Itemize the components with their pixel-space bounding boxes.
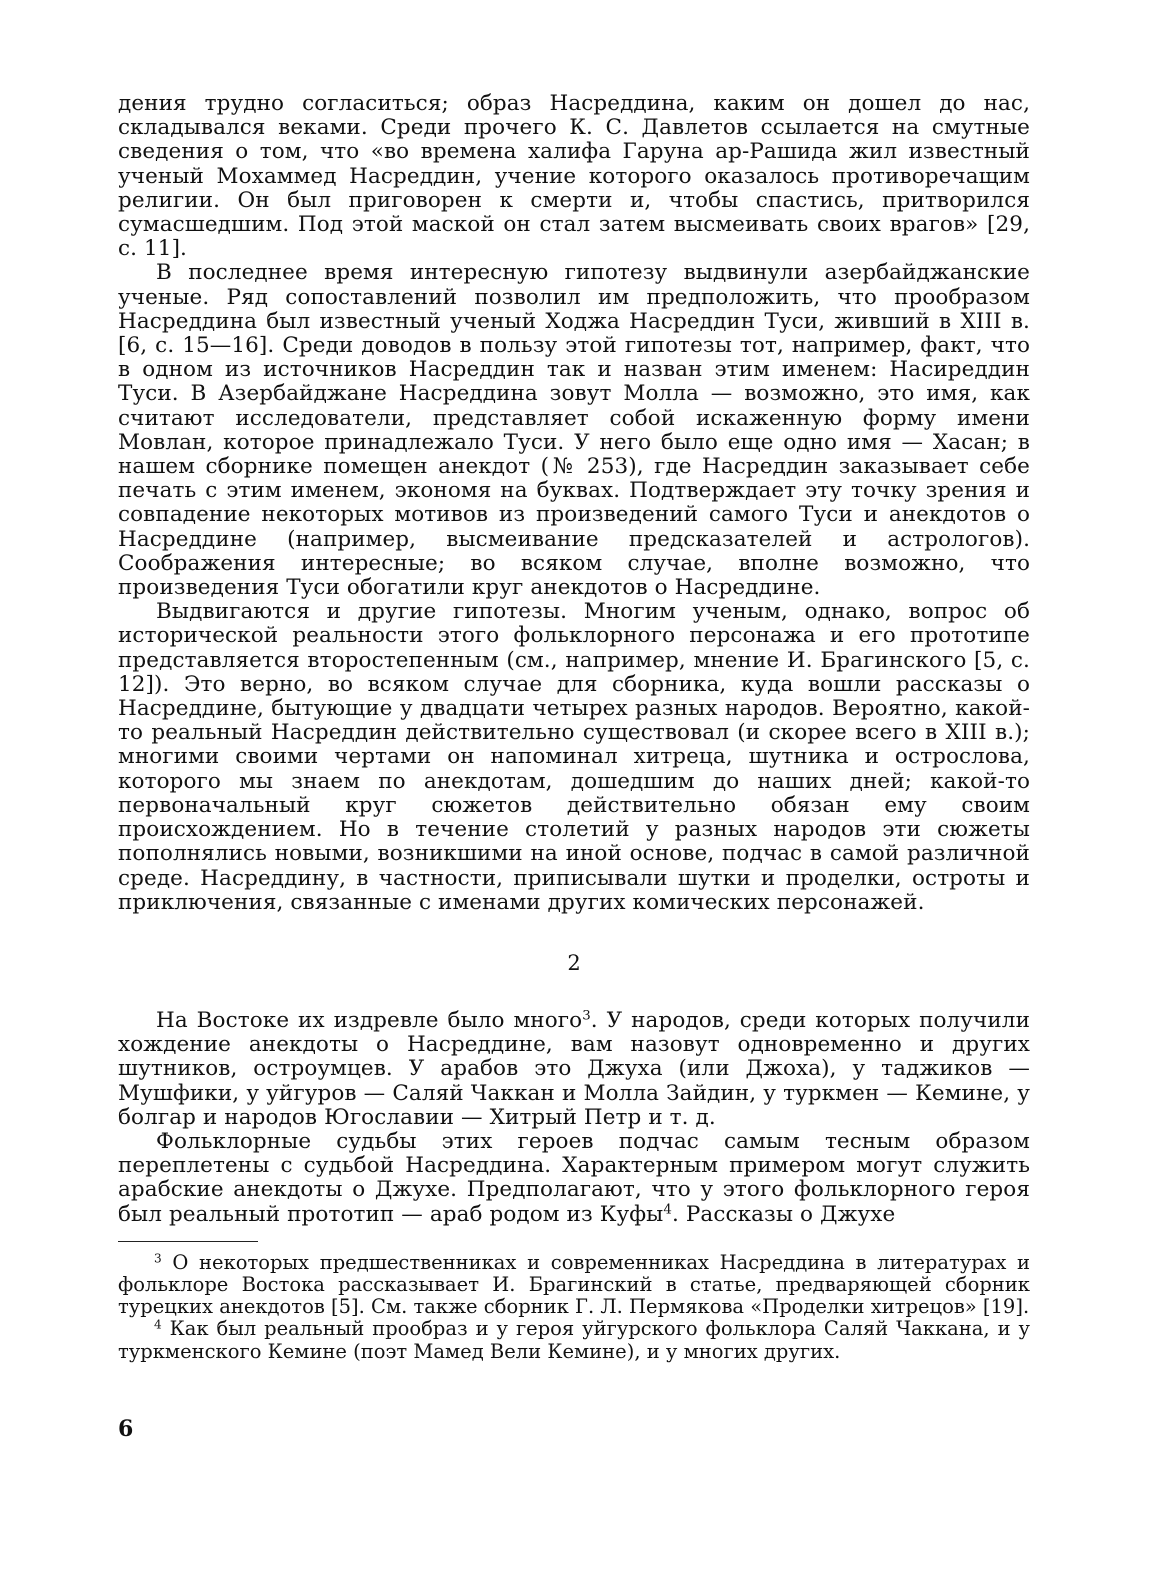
footnote-ref[interactable]: 3 xyxy=(582,1008,591,1024)
paragraph-azerbaijani-hypothesis: В последнее время интересную гипотезу выдвинули азербайджанские ученые. Ряд сопоставлений позволил им предположить, что прообразом Насреддина был известный ученый Ходжа Насреддин Туси, живший в XIII в. [6, с. 15—16]. Среди доводов в пользу этой гипотезы тот, например, факт, что в одном из источников Насреддин так и назван этим именем: Насиреддин Туси. В Азербайджане Насреддина зовут Молла — возможно, это имя, как считают исследователи, представляет собой искаженную форму имени Мовлан, которое принадлежало Туси. У него было еще одно имя — Хасан; в нашем сборнике помещен анекдот (№ 253), где Насреддин заказывает себе печать с этим именем, экономя на буквах. Подтверждает эту точку зрения и совпадение некоторых мотивов из произведений самого Туси и анекдотов о Насреддине (например, высмеивание предсказателей и астрологов). Соображения интересные; во всяком случае, вполне возможно, что произведения Туси обогатили круг анекдотов о Насреддине. xyxy=(118,260,1030,601)
page-number: 6 xyxy=(118,1416,134,1442)
section-number: 2 xyxy=(567,950,581,975)
footnote-mark: 4 xyxy=(154,1317,162,1332)
paragraph-text: На Востоке их издревле было много xyxy=(156,1007,583,1033)
paragraph-other-hypotheses: Выдвигаются и другие гипотезы. Многим ученым, однако, вопрос об исторической реальности этого фольклорного персонажа и его прототипе представляется второстепенным (см., например, мнение И. Брагинского [5, с. 12]). Это верно, во всяком случае для сборника, куда вошли рассказы о Насреддине, бытующие у двадцати четырех разных народов. Вероятно, какой-то реальный Насреддин действительно существовал (и скорее всего в XIII в.); многими своими чертами он напоминал хитреца, шутника и острослова, которого мы знаем по анекдотам, дошедшим до наших дней; какой-то первоначальный круг сюжетов действительно обязан ему своим происхождением. Но в течение столетий у разных народов эти сюжеты пополнялись новыми, возникшими на иной основе, подчас в самой различной среде. Насреддину, в частности, приписывали шутки и проделки, остроты и приключения, связанные с именами других комических персонажей. xyxy=(118,599,1030,915)
paragraph-text: . Рассказы о Джухе xyxy=(671,1201,896,1227)
paragraph-folklore-fates xyxy=(118,1130,1030,1227)
footnote-3 xyxy=(118,1252,1030,1319)
footnote-4 xyxy=(118,1318,1030,1362)
paragraph-eastern-jokers xyxy=(118,1009,1030,1130)
paragraph-continuation: дения трудно согласиться; образ Насреддина, каким он дошел до нас, складывался веками. Среди прочего К. С. Давлетов ссылается на смутные сведения о том, что «во времена халифа Гаруна ар-Рашида жил известный ученый Мохаммед Насреддин, учение которого оказалось противоречащим религии. Он был приговорен к смерти и, чтобы спастись, притворился сумасшедшим. Под этой маской он стал затем высмеивать своих врагов» [29, с. 11]. xyxy=(118,91,1030,262)
footnote-ref[interactable]: 4 xyxy=(663,1202,672,1218)
footnote-divider xyxy=(118,1241,258,1242)
footnote-text: Как был реальный прообраз и у героя уйгурского фольклора Саляй Чаккана, и у туркменского Кемине (поэт Мамед Вели Кемине), и у многих других. xyxy=(118,1317,1030,1363)
page-body xyxy=(118,92,1030,1363)
footnote-text: О некоторых предшественниках и современниках Насреддина в литературах и фольклоре Востока рассказывает И. Брагинский в статье, предваряющей сборник турецких анекдотов [5]. См. также сборник Г. Л. Пермякова «Проделки хитрецов» [19]. xyxy=(118,1250,1031,1319)
footnote-mark: 3 xyxy=(154,1251,162,1266)
paragraph-text: Фольклорные судьбы этих героев подчас самым тесным образом переплетены с судьбой Насреддина. Характерным примером могут служить арабские анекдоты о Джухе. Предполагают, что у этого фольклорного героя был реальный прототип — араб родом из Куфы xyxy=(118,1128,1030,1227)
paragraph-text: . У народов, среди которых получили хождение анекдоты о Насреддине, вам назовут одновременно и других шутников, остроумцев. У арабов это Джуха (или Джоха), у таджиков — Мушфики, у уйгуров — Саляй Чаккан и Молла Зайдин, у туркмен — Кемине, у болгар и народов Югославии — Хитрый Петр и т. д. xyxy=(118,1007,1030,1130)
